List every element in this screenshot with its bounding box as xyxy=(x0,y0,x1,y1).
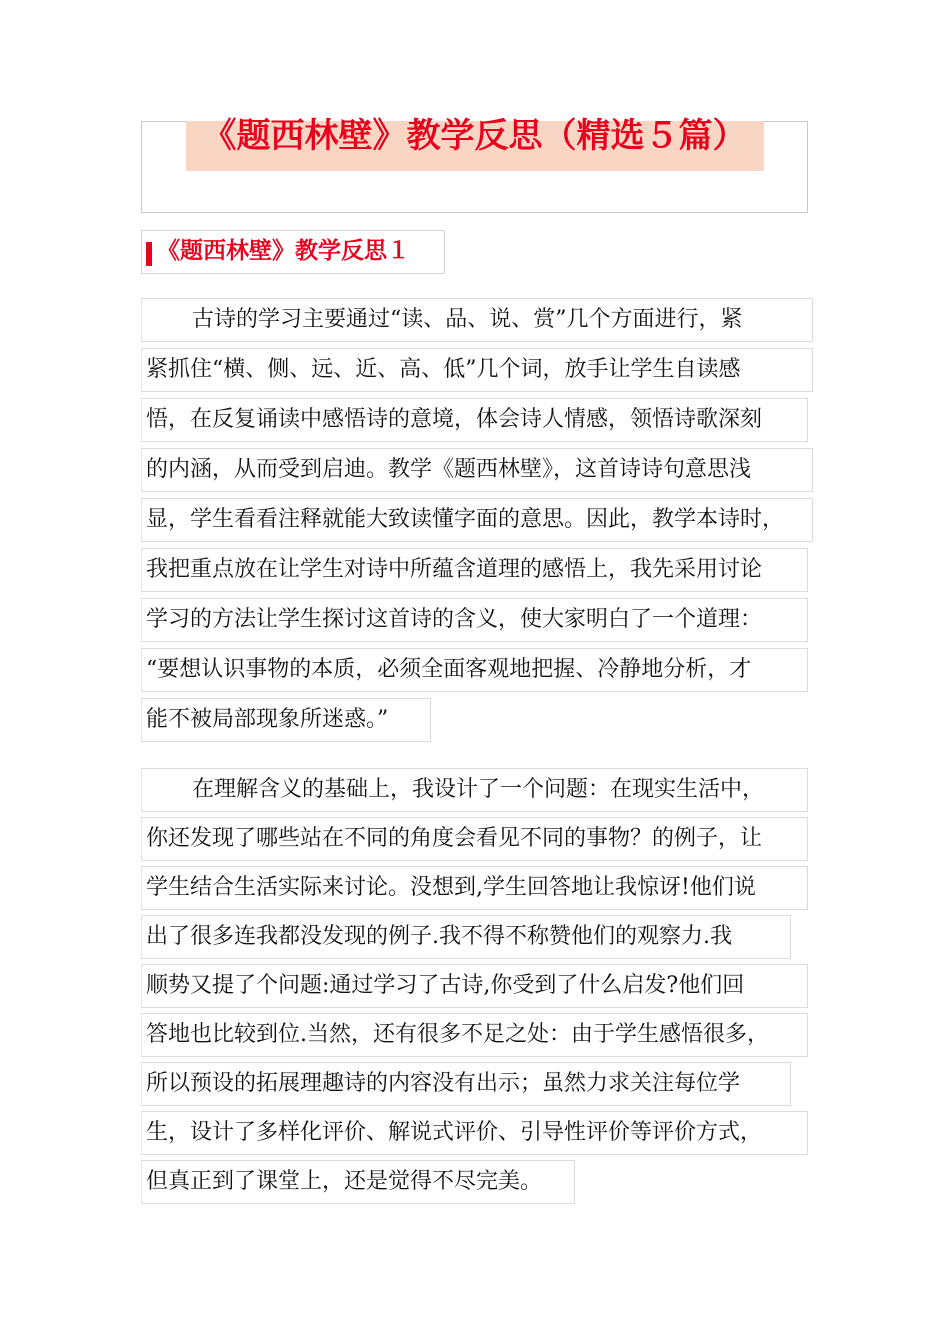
paragraph-line: 学生结合生活实际来讨论。没想到,学生回答地让我惊讶!他们说 xyxy=(141,866,808,910)
paragraph-line: 学习的方法让学生探讨这首诗的含义，使大家明白了一个道理： xyxy=(141,598,808,642)
paragraph-line: 答地也比较到位.当然，还有很多不足之处：由于学生感悟很多， xyxy=(141,1013,808,1057)
paragraph-line: 能不被局部现象所迷惑。” xyxy=(141,698,431,742)
paragraph-line: 生，设计了多样化评价、解说式评价、引导性评价等评价方式， xyxy=(141,1111,808,1155)
paragraph-line: 但真正到了课堂上，还是觉得不尽完美。 xyxy=(141,1160,575,1204)
section-heading-1 xyxy=(141,230,445,274)
paragraph-line: 出了很多连我都没发现的例子.我不得不称赞他们的观察力.我 xyxy=(141,915,791,959)
paragraph-line: 所以预设的拓展理趣诗的内容没有出示；虽然力求关注每位学 xyxy=(141,1062,791,1106)
page-title: 《题西林壁》教学反思（精选５篇） xyxy=(202,116,747,156)
heading-marker xyxy=(146,242,152,266)
paragraph-line: 悟，在反复诵读中感悟诗的意境，体会诗人情感，领悟诗歌深刻 xyxy=(141,398,808,442)
paragraph-line: 我把重点放在让学生对诗中所蕴含道理的感悟上，我先采用讨论 xyxy=(141,548,808,592)
paragraph-line: 在理解含义的基础上，我设计了一个问题：在现实生活中， xyxy=(141,768,808,812)
paragraph-line: 的内涵，从而受到启迪。教学《题西林壁》，这首诗诗句意思浅 xyxy=(141,448,813,492)
paragraph-line: 显，学生看看注释就能大致读懂字面的意思。因此，教学本诗时， xyxy=(141,498,813,542)
paragraph-line: 顺势又提了个问题:通过学习了古诗,你受到了什么启发?他们回 xyxy=(141,964,808,1008)
paragraph-line: 紧抓住“横、侧、远、近、高、低”几个词，放手让学生自读感 xyxy=(141,348,813,392)
paragraph-line: “要想认识事物的本质，必须全面客观地把握、冷静地分析，才 xyxy=(141,648,808,692)
paragraph-line: 你还发现了哪些站在不同的角度会看见不同的事物？的例子，让 xyxy=(141,817,808,861)
section-heading-text: 《题西林壁》教学反思１ xyxy=(157,237,410,264)
paragraph-line: 古诗的学习主要通过“读、品、说、赏”几个方面进行，紧 xyxy=(141,298,813,342)
